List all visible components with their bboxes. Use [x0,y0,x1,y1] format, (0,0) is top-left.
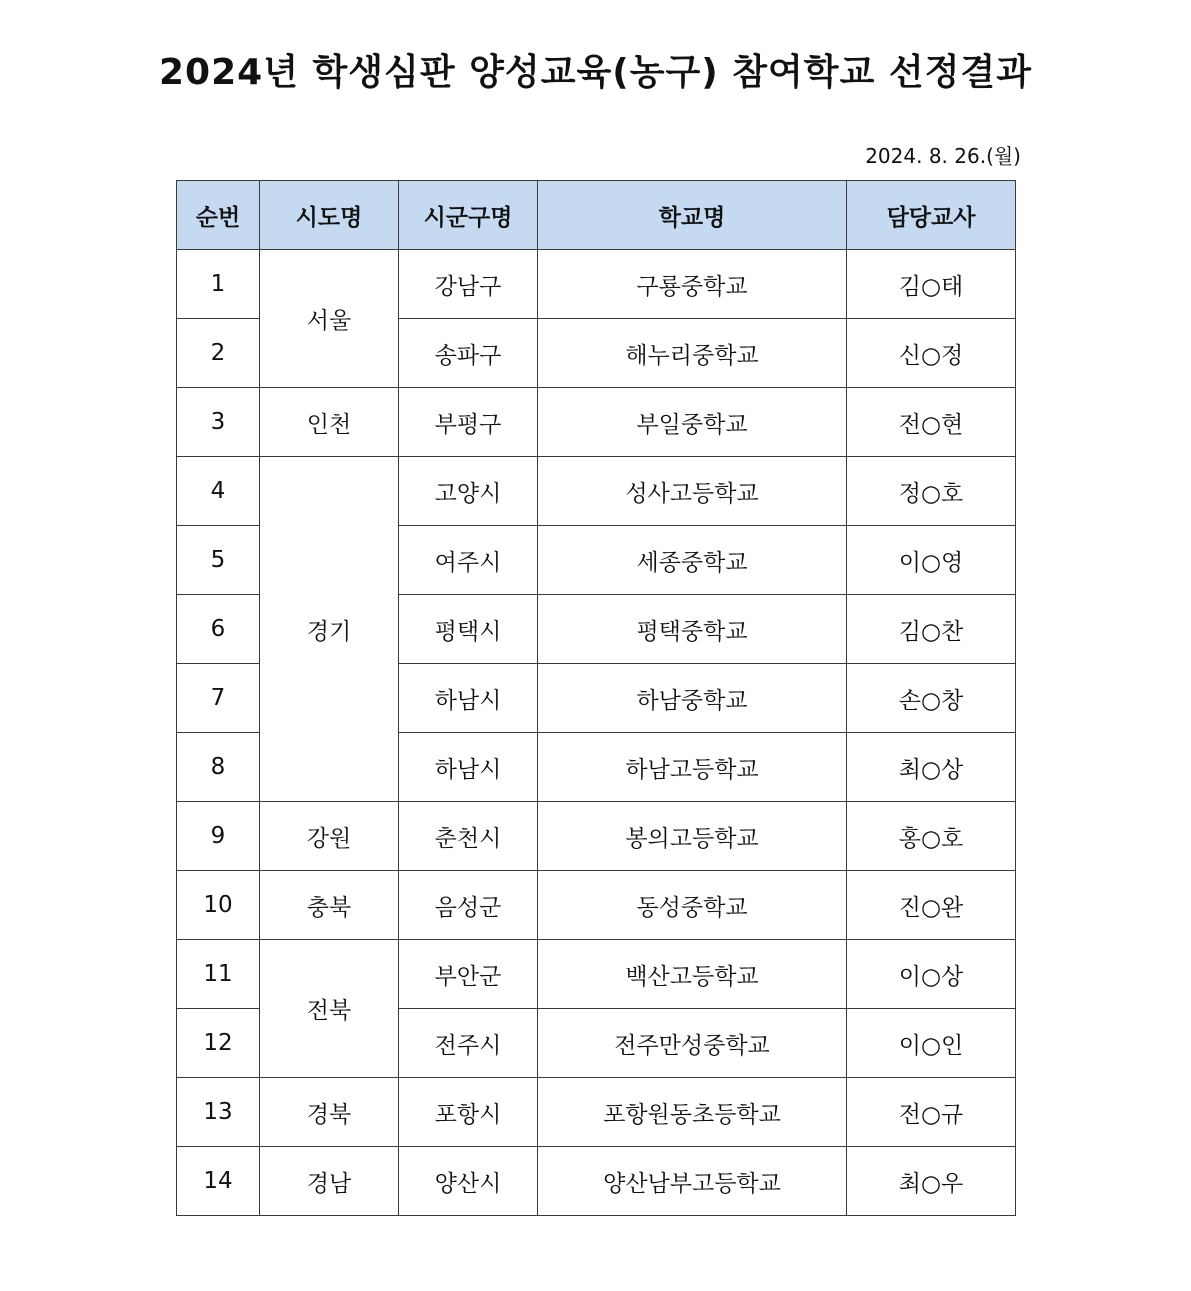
row-district: 부평구 [399,388,538,457]
row-district: 전주시 [399,1009,538,1078]
row-district: 고양시 [399,457,538,526]
row-teacher: 김○찬 [847,595,1016,664]
header-teacher: 담당교사 [847,181,1016,250]
row-no: 13 [177,1078,260,1147]
school-selection-table [176,180,1016,1216]
row-no: 9 [177,802,260,871]
row-district: 평택시 [399,595,538,664]
table-row [177,250,1016,319]
row-district: 음성군 [399,871,538,940]
row-no: 2 [177,319,260,388]
row-no: 4 [177,457,260,526]
row-teacher: 진○완 [847,871,1016,940]
row-teacher: 이○영 [847,526,1016,595]
row-no: 12 [177,1009,260,1078]
row-district: 부안군 [399,940,538,1009]
row-district: 포항시 [399,1078,538,1147]
header-school: 학교명 [538,181,847,250]
table-row [177,871,1016,940]
row-province: 경북 [260,1078,399,1147]
row-district: 춘천시 [399,802,538,871]
row-province: 충북 [260,871,399,940]
row-teacher: 홍○호 [847,802,1016,871]
row-no: 7 [177,664,260,733]
row-district: 하남시 [399,664,538,733]
row-school: 양산남부고등학교 [538,1147,847,1216]
row-district: 양산시 [399,1147,538,1216]
row-teacher: 전○규 [847,1078,1016,1147]
row-teacher: 이○인 [847,1009,1016,1078]
row-no: 6 [177,595,260,664]
table-row [177,940,1016,1009]
document-date: 2024. 8. 26.(월) [865,144,1021,168]
row-teacher: 신○정 [847,319,1016,388]
row-teacher: 정○호 [847,457,1016,526]
table-row [177,1078,1016,1147]
row-teacher: 김○태 [847,250,1016,319]
row-teacher: 최○상 [847,733,1016,802]
row-school: 동성중학교 [538,871,847,940]
row-teacher: 손○창 [847,664,1016,733]
row-no: 8 [177,733,260,802]
row-no: 10 [177,871,260,940]
row-province: 경남 [260,1147,399,1216]
header-no: 순번 [177,181,260,250]
row-school: 해누리중학교 [538,319,847,388]
row-school: 하남중학교 [538,664,847,733]
row-province: 강원 [260,802,399,871]
row-school: 세종중학교 [538,526,847,595]
row-district: 강남구 [399,250,538,319]
row-province: 전북 [260,940,399,1078]
document-title: 2024년 학생심판 양성교육(농구) 참여학교 선정결과 [159,52,1032,93]
row-school: 봉의고등학교 [538,802,847,871]
table-header-row [177,181,1016,250]
row-province: 경기 [260,457,399,802]
row-teacher: 이○상 [847,940,1016,1009]
row-province: 인천 [260,388,399,457]
row-no: 14 [177,1147,260,1216]
row-district: 하남시 [399,733,538,802]
row-district: 송파구 [399,319,538,388]
row-teacher: 전○현 [847,388,1016,457]
row-school: 구룡중학교 [538,250,847,319]
row-school: 성사고등학교 [538,457,847,526]
table-row [177,802,1016,871]
header-district: 시군구명 [399,181,538,250]
row-district: 여주시 [399,526,538,595]
row-no: 11 [177,940,260,1009]
table-row [177,388,1016,457]
row-school: 부일중학교 [538,388,847,457]
table-row [177,457,1016,526]
row-school: 평택중학교 [538,595,847,664]
row-school: 하남고등학교 [538,733,847,802]
row-no: 5 [177,526,260,595]
row-school: 전주만성중학교 [538,1009,847,1078]
row-teacher: 최○우 [847,1147,1016,1216]
row-school: 백산고등학교 [538,940,847,1009]
row-no: 1 [177,250,260,319]
header-province: 시도명 [260,181,399,250]
row-school: 포항원동초등학교 [538,1078,847,1147]
table-row [177,1147,1016,1216]
row-province: 서울 [260,250,399,388]
row-no: 3 [177,388,260,457]
